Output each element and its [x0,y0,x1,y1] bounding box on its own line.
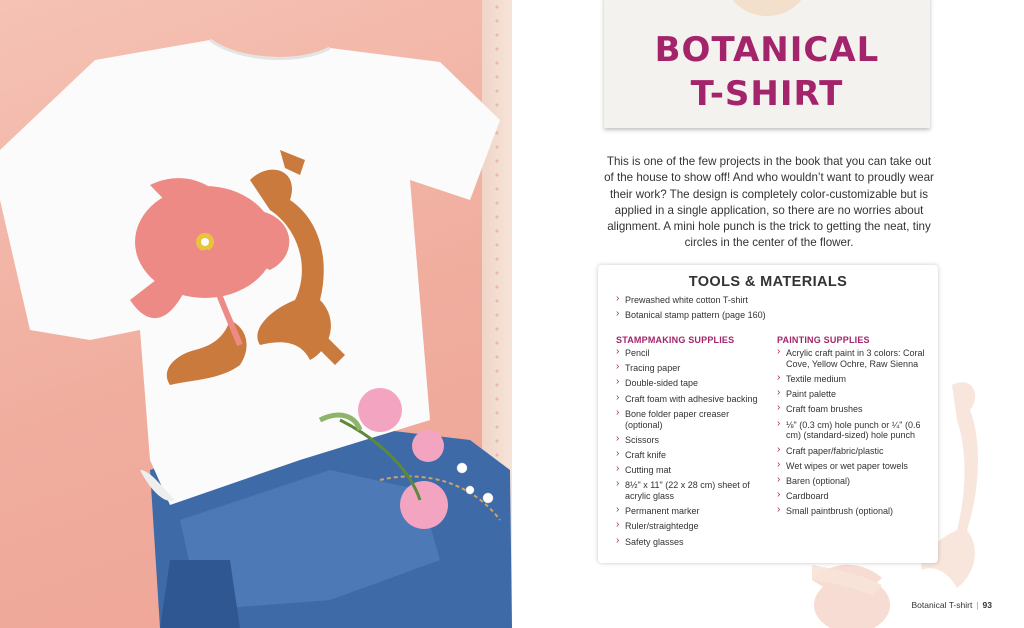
list-item: › Small paintbrush (optional) [777,506,927,517]
stampmaking-list [616,348,766,547]
footer-separator: | [976,600,979,610]
list-item: › Cutting mat [616,465,766,476]
painting-list [777,348,927,517]
list-item: › Paint palette [777,389,927,400]
painting-heading: PAINTING SUPPLIES [777,335,870,345]
list-item: › Permanent marker [616,506,766,517]
list-item: › Craft foam with adhesive backing [616,394,766,405]
page-number: 93 [982,600,992,610]
intro-paragraph: This is one of the few projects in the book that you can take out of the house to show off! And who wouldn’t want to proudly wear their work? The design is completely color-customizable but is applied in a single application, so there are no worries about alignment. A mini hole punch is the trick to getting the neat, tiny circles in the center of the flower. [604,155,934,250]
list-item: › Craft paper/fabric/plastic [777,446,927,457]
painting-column [777,335,927,521]
tools-materials-box [598,265,938,563]
list-item: › ⅛" (0.3 cm) hole punch or ¼" (0.6 cm) (standard-sized) hole punch [777,420,927,442]
list-item: › Bone folder paper creaser (optional) [616,409,766,431]
project-title-line1: BOTANICAL [654,30,880,70]
list-item: › 8½" x 11" (22 x 28 cm) sheet of acrylic glass [616,480,766,502]
list-item: › Acrylic craft paint in 3 colors: Coral Cove, Yellow Ochre, Raw Sienna [777,348,927,370]
list-item: › Tracing paper [616,363,766,374]
footer-section-title: Botanical T-shirt [911,600,973,610]
list-item: › Baren (optional) [777,476,927,487]
list-item: › Scissors [616,435,766,446]
list-item: › Botanical stamp pattern (page 160) [616,310,916,321]
list-item: › Double-sided tape [616,378,766,389]
list-item: › Cardboard [777,491,927,502]
title-card [604,0,930,128]
title-card-accent [724,0,810,16]
stampmaking-heading: STAMPMAKING SUPPLIES [616,335,735,345]
list-item: › Safety glasses [616,537,766,548]
list-item: › Craft knife [616,450,766,461]
tools-heading: TOOLS & MATERIALS [688,274,848,290]
stampmaking-column [616,335,766,552]
list-item: › Textile medium [777,374,927,385]
page-footer [912,600,992,610]
list-item: › Craft foam brushes [777,404,927,415]
list-item: › Wet wipes or wet paper towels [777,461,927,472]
list-item: › Pencil [616,348,766,359]
instruction-page [512,0,1024,628]
list-item: › Ruler/straightedge [616,521,766,532]
general-materials-list [616,295,916,325]
list-item: › Prewashed white cotton T-shirt [616,295,916,306]
project-title-line2: T-SHIRT [690,74,844,114]
